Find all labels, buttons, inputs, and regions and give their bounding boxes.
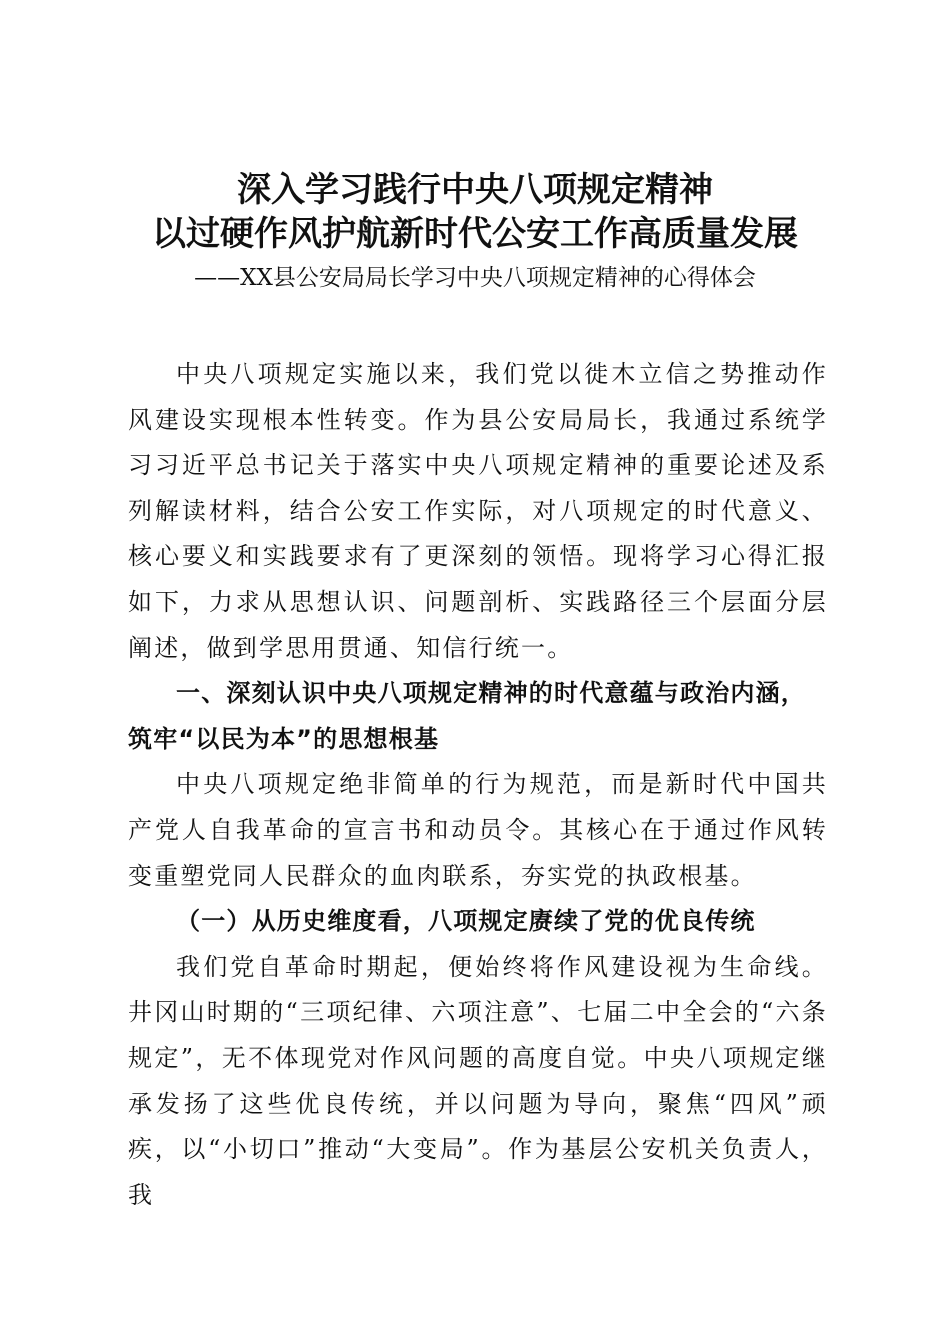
subsection-1-paragraph: 我们党自革命时期起，便始终将作风建设视为生命线。井冈山时期的“三项纪律、六项注意”、七届二中全会的“六条规定”，无不体现党对作风问题的高度自觉。中央八项规定继承发扬了这些优良传统，并以问题为导向，聚焦“四风”顽疾，以“小切口”推动“大变局”。作为基层公安机关负责人，我 (128, 952, 828, 1209)
subtitle: ——XX县公安局局长学习中央八项规定精神的心得体会 (194, 265, 756, 291)
subsection-1-heading: （一）从历史维度看，八项规定赓续了党的优良传统 (176, 907, 756, 936)
title-line-1: 深入学习践行中央八项规定精神 (237, 170, 713, 210)
intro-paragraph: 中央八项规定实施以来，我们党以徙木立信之势推动作风建设实现根本性转变。作为县公安局局长，我通过系统学习习近平总书记关于落实中央八项规定精神的重要论述及系列解读材料，结合公安工作实际，对八项规定的时代意义、核心要义和实践要求有了更深刻的领悟。现将学习心得汇报如下，力求从思想认识、问题剖析、实践路径三个层面分层阐述，做到学思用贯通、知信行统一。 (128, 360, 828, 662)
section-1-heading: 一、深刻认识中央八项规定精神的时代意蕴与政治内涵，筑牢“以民为本”的思想根基 (128, 679, 806, 753)
section-1-paragraph: 中央八项规定绝非简单的行为规范，而是新时代中国共产党人自我革命的宣言书和动员令。其核心在于通过作风转变重塑党同人民群众的血肉联系，夯实党的执政根基。 (128, 770, 828, 890)
document-body (128, 352, 828, 1218)
title-line-2: 以过硬作风护航新时代公安工作高质量发展 (152, 214, 798, 254)
